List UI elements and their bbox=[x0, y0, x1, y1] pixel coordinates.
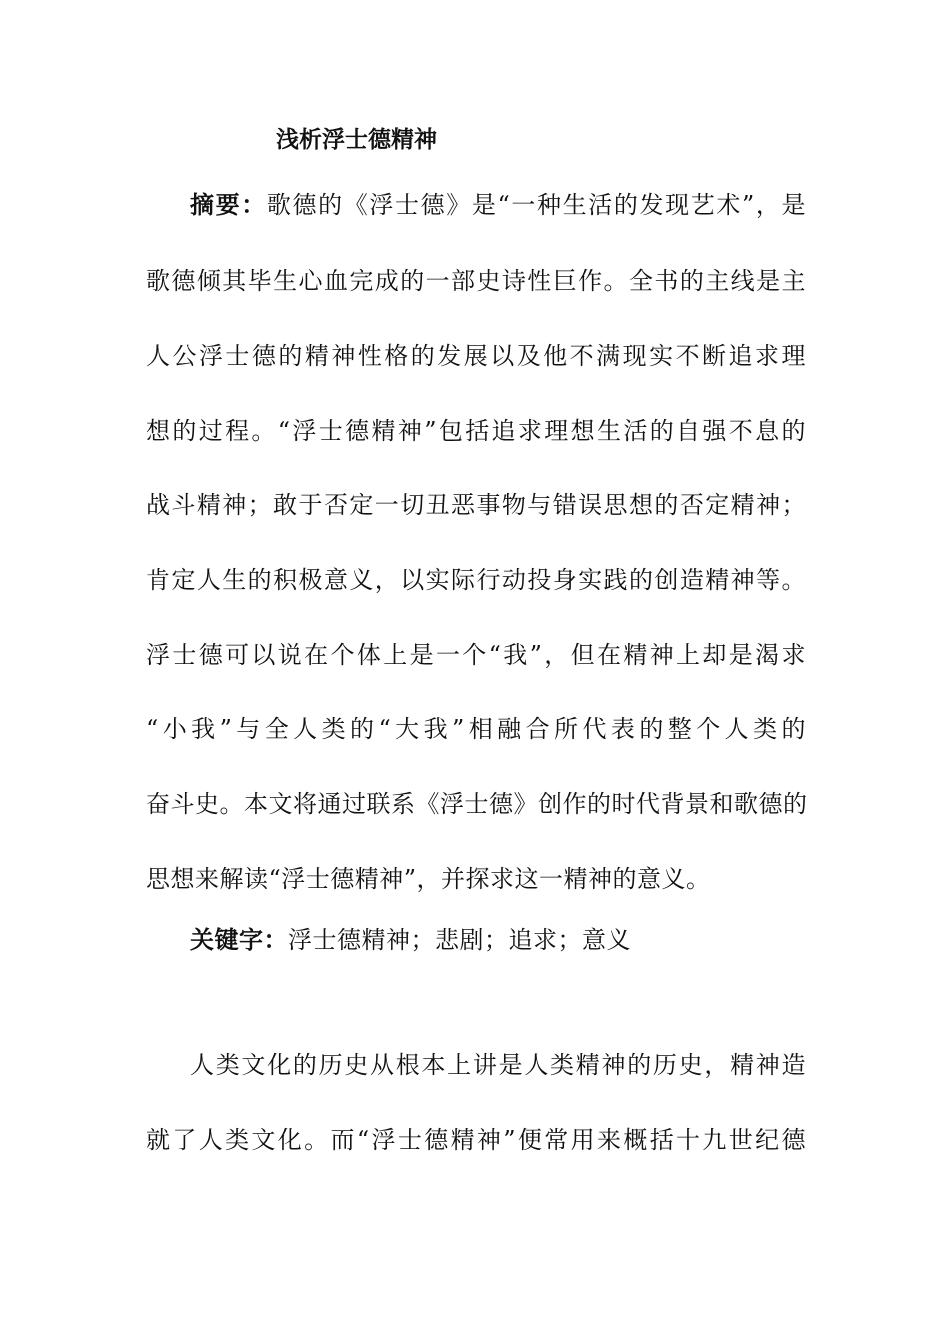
abstract-line-4: 想的过程。“浮士德精神”包括追求理想生活的自强不息的 bbox=[146, 417, 806, 445]
abstract-line-7: 浮士德可以说在个体上是一个“我”，但在精神上却是渴求 bbox=[146, 641, 806, 669]
abstract-label: 摘要： bbox=[190, 190, 267, 219]
abstract-text: 歌德的《浮士德》是“一种生活的发现艺术”，是 bbox=[266, 191, 806, 219]
keywords-text: 浮士德精神；悲剧；追求；意义 bbox=[288, 926, 631, 954]
abstract-line-1 bbox=[190, 187, 806, 223]
page-title: 浅析浮士德精神 bbox=[276, 126, 437, 153]
abstract-line-5: 战斗精神；敢于否定一切丑恶事物与错误思想的否定精神； bbox=[146, 491, 806, 519]
body-line-1: 人类文化的历史从根本上讲是人类精神的历史，精神造 bbox=[190, 1051, 806, 1079]
abstract-line-3: 人公浮士德的精神性格的发展以及他不满现实不断追求理 bbox=[146, 342, 806, 370]
keywords-label: 关键字： bbox=[190, 925, 288, 954]
abstract-line-8: “小我”与全人类的“大我”相融合所代表的整个人类的 bbox=[146, 715, 806, 743]
body-line-2: 就了人类文化。而“浮士德精神”便常用来概括十九世纪德 bbox=[146, 1126, 806, 1154]
abstract-line-2: 歌德倾其毕生心血完成的一部史诗性巨作。全书的主线是主 bbox=[146, 267, 806, 295]
keywords-line bbox=[190, 922, 806, 958]
abstract-line-6: 肯定人生的积极意义，以实际行动投身实践的创造精神等。 bbox=[146, 566, 806, 594]
abstract-line-9: 奋斗史。本文将通过联系《浮士德》创作的时代背景和歌德的 bbox=[146, 790, 808, 818]
abstract-line-10: 思想来解读“浮士德精神”，并探求这一精神的意义。 bbox=[146, 865, 711, 893]
